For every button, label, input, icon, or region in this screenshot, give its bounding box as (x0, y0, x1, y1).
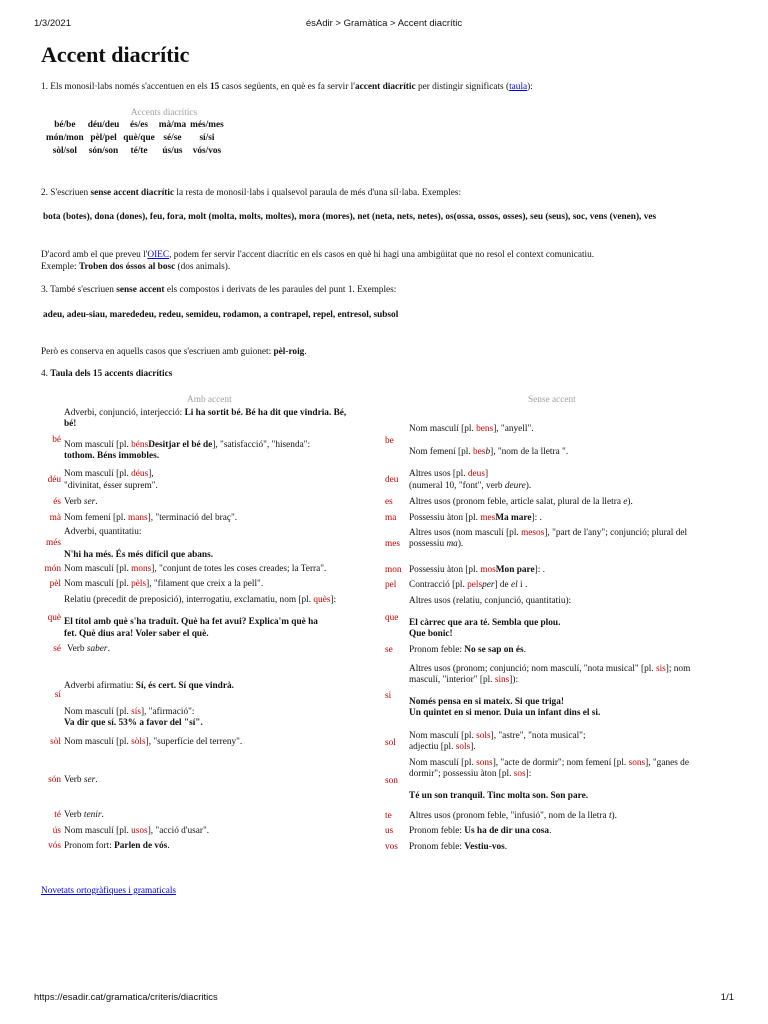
unaccented-text: ], "part de l'any"; conjunció; plural del (544, 528, 688, 538)
p4-number: 4. (41, 369, 51, 379)
accented-definition (64, 595, 389, 605)
p1-count: 15 (209, 82, 220, 92)
unaccented-text: ]): (509, 675, 519, 685)
unaccented-text: deure (504, 481, 526, 491)
unaccented-text: Vestiu-vos (464, 842, 505, 852)
content (41, 38, 741, 93)
accented-text: Li ha sortit bé. Bé ha dit que vindria. Bé, (184, 408, 347, 418)
unaccented-text: Possessiu àton [pl. (409, 565, 481, 575)
unaccented-text: Pronom feble: (409, 645, 465, 655)
accented-definition (64, 550, 389, 560)
unaccented-definition (409, 596, 739, 606)
accented-text: Verb (64, 497, 84, 507)
summary-cell: més/mes (190, 120, 224, 130)
unaccented-text: mesos (521, 528, 545, 538)
accented-text: ], "superfície del terreny". (145, 737, 243, 747)
accented-text: El títol amb què s'ha traduït. Què ha fet avui? Explica'm què ha (64, 617, 318, 627)
unaccented-text: ]. (470, 742, 476, 752)
unaccented-word: us (385, 826, 394, 836)
accented-definition (64, 451, 389, 461)
unaccented-word: es (385, 497, 393, 507)
unaccented-word: te (385, 811, 392, 821)
unaccented-word: be (385, 436, 394, 446)
p1-text-4: ): (527, 82, 533, 92)
accented-text: ], "terminació del braç". (147, 513, 238, 523)
unaccented-definition (409, 565, 739, 575)
paragraph-oiec (41, 249, 741, 273)
unaccented-word: mon (385, 565, 402, 575)
paragraph-3 (41, 284, 741, 321)
accented-word: bé (52, 435, 61, 445)
paragraph-4 (41, 368, 741, 380)
unaccented-word: pel (385, 580, 397, 590)
unaccented-text: . (539, 513, 542, 523)
accented-text: Nom masculí [pl. (64, 440, 132, 450)
unaccented-text: Contracció [pl. (409, 580, 468, 590)
unaccented-text: masculí, "interior" [pl. (409, 675, 495, 685)
accented-word: són (48, 775, 61, 785)
page-title: Accent diacrític (41, 42, 190, 67)
accented-text: Desitjar el bé de (148, 440, 213, 450)
unaccented-definition (409, 708, 739, 718)
hyphen-text: Però es conserva en aquells casos que s'escriuen amb guionet: (41, 347, 274, 357)
accented-text: N'hi ha més. És més difícil que abans. (64, 550, 214, 560)
print-date: 1/3/2021 (34, 18, 71, 29)
p3-text: 3. També s'escriuen (41, 285, 117, 295)
unaccented-text: No se sap on és (464, 645, 524, 655)
unaccented-definition (409, 758, 739, 768)
unaccented-definition (409, 629, 739, 639)
unaccented-text: Nom masculí [pl. (409, 758, 477, 768)
accented-text: Adverbi, quantitatiu: (64, 527, 142, 537)
accented-word: sé (53, 644, 61, 654)
accented-text: tenir (83, 810, 102, 820)
accented-text: . (95, 497, 98, 507)
accented-text: Adverbi, conjunció, interjecció: (64, 408, 185, 418)
hyphen-example: pèl-roig (273, 347, 305, 357)
diacritic-summary-table (44, 107, 244, 158)
unaccented-text: Pronom feble: (409, 826, 465, 836)
accented-definition (64, 564, 389, 574)
accented-text: mons (131, 564, 152, 574)
unaccented-text: sols (476, 731, 491, 741)
unaccented-text: ). (457, 539, 464, 549)
accented-word: vós (48, 841, 61, 851)
unaccented-text: adjectiu [pl. (409, 742, 456, 752)
example-label: Exemple: (41, 262, 79, 272)
accented-text: . (101, 810, 104, 820)
unaccented-text: ]: (531, 513, 540, 523)
unaccented-text: Nom masculí [pl. (409, 731, 477, 741)
accented-word: mà (49, 513, 61, 523)
accented-text: Pronom fort: (64, 841, 115, 851)
unaccented-text: El càrrec que ara té. Sembla que plou. (409, 618, 561, 628)
summary-cell: és/es (129, 120, 149, 130)
accented-definition (64, 718, 389, 728)
accented-text: Verb (64, 810, 84, 820)
unaccented-text: t (608, 811, 612, 821)
accented-text: Nom masculí [pl. (64, 579, 132, 589)
accented-definition (64, 841, 389, 851)
unaccented-text: ma (446, 539, 458, 549)
summary-cell: sé/se (163, 133, 182, 143)
unaccented-text: Nom masculí [pl. (409, 424, 477, 434)
summary-row (44, 132, 226, 145)
p2-text: 2. S'escriuen (41, 188, 91, 198)
accented-text: ], "afirmació": (140, 707, 195, 717)
unaccented-word: ma (385, 513, 397, 523)
unaccented-text: per (482, 580, 495, 590)
accented-text: fet. Què dius ara! Voler saber el què. (64, 629, 209, 639)
accented-text: Sí, és cert. Sí que vindrà. (135, 681, 234, 691)
unaccented-text: (numeral 10, "font", verb (409, 481, 505, 491)
p1-text: 1. Els monosil·labs només s'accentuen en els (41, 82, 210, 92)
unaccented-text: Que bonic! (409, 629, 453, 639)
paragraph-hyphen (41, 346, 741, 358)
unaccented-text: possessiu (409, 539, 447, 549)
unaccented-word: deu (385, 475, 399, 485)
unaccented-definition (409, 497, 739, 507)
unaccented-definition (409, 697, 739, 707)
unaccented-text: Altres usos (nom masculí [pl. (409, 528, 522, 538)
accented-text: . (167, 841, 170, 851)
unaccented-text: Ma mare (495, 513, 532, 523)
accented-definition (64, 707, 389, 717)
accented-text: déus (131, 469, 149, 479)
bottom-link-wrap (41, 886, 176, 896)
accented-text: . (107, 644, 110, 654)
accented-word: més (46, 538, 61, 548)
accented-text: Nom masculí [pl. (64, 469, 132, 479)
p2-examples: bota (botes), dona (dones), feu, fora, molt (molta, molts, moltes), mora (mores), net (neta, nets, netes), os(ossa, ossos, osses), seu (seus), soc, vens (venen), ves (43, 212, 657, 222)
unaccented-text: Altres usos (pronom; conjunció; nom masculí, "nota musical" [pl. (409, 664, 656, 674)
accented-text: . (95, 775, 98, 785)
unaccented-text: ]: (525, 769, 532, 779)
accented-text: sís (131, 707, 141, 717)
accented-text: ser (83, 497, 96, 507)
unaccented-word: si (385, 691, 392, 701)
unaccented-definition (409, 580, 739, 590)
accented-text: saber (86, 644, 108, 654)
unaccented-text: Altres usos (pronom feble, "infusió", nom de la lletra (409, 811, 609, 821)
paragraph-2 (41, 187, 741, 223)
accented-text: usos (131, 826, 148, 836)
unaccented-word: mes (385, 539, 400, 549)
accented-definition (64, 527, 389, 537)
unaccented-definition (409, 769, 739, 779)
accented-definition (67, 644, 392, 654)
unaccented-text: ). (627, 497, 633, 507)
unaccented-text: Altres usos (pronom feble, article salat, plural de la lletra (409, 497, 624, 507)
unaccented-text: Només pensa en si mateix. Si que triga! (409, 697, 564, 707)
accented-text: pèls (131, 579, 147, 589)
unaccented-text: Us ha de dir una cosa (464, 826, 550, 836)
accented-text: mans (128, 513, 148, 523)
unaccented-text: . (549, 826, 552, 836)
unaccented-text: Mon pare (495, 565, 535, 575)
p1-text-3: per distingir significats ( (415, 82, 510, 92)
accented-text: ]: (330, 595, 337, 605)
taula-link[interactable]: taula (509, 82, 528, 92)
unaccented-text: Un quintet en si menor. Duia un infant dins el si. (409, 708, 601, 718)
accented-word: sí (54, 690, 61, 700)
unaccented-text: ] (484, 469, 489, 479)
summary-cell: són/son (88, 146, 119, 156)
oiec-text: D'acord amb el que preveu l' (41, 250, 148, 260)
summary-cell: sí/si (199, 133, 215, 143)
unaccented-text: mes (480, 513, 496, 523)
unaccented-text: Altres usos [pl. (409, 469, 468, 479)
unaccented-text: ], "anyell". (493, 424, 534, 434)
unaccented-text: . (523, 645, 526, 655)
header-with-accent: Amb accent (187, 395, 232, 405)
unaccented-text: sos (513, 769, 526, 779)
unaccented-text: i (517, 580, 525, 590)
example-text: Troben dos óssos al bosc (78, 262, 176, 272)
unaccented-text: el (511, 580, 518, 590)
unaccented-text: pels (467, 580, 483, 590)
summary-cell: sòl/sol (52, 146, 77, 156)
accented-text: ser (83, 775, 96, 785)
accented-text: Nom masculí [pl. (64, 707, 132, 717)
unaccented-text: Altres usos (relatiu, conjunció, quantitatiu): (409, 596, 572, 606)
accented-definition (64, 810, 389, 820)
unaccented-text: b (485, 447, 491, 457)
unaccented-word: se (385, 645, 393, 655)
summary-row (44, 145, 226, 158)
unaccented-text: mos (480, 565, 496, 575)
accented-definition (64, 513, 389, 523)
unaccented-definition (409, 539, 739, 549)
accented-word: té (54, 810, 61, 820)
accented-word: és (53, 497, 61, 507)
p3-bold: sense accent (116, 285, 165, 295)
unaccented-text: sols (455, 742, 471, 752)
unaccented-text: ], "astre", "nota musical"; (490, 731, 586, 741)
unaccented-text: Té un son tranquil. Tinc molta son. Son pare. (409, 791, 589, 801)
summary-cell: déu/deu (87, 120, 120, 130)
accented-definition (64, 737, 389, 747)
accented-definition (64, 826, 389, 836)
accented-word: déu (47, 475, 61, 485)
unaccented-text: bes (473, 447, 486, 457)
unaccented-text: ). (525, 481, 532, 491)
accented-definition (64, 497, 389, 507)
unaccented-text: ] de (494, 580, 512, 590)
accented-text: Relatiu (precedit de preposició), interrogatiu, exclamatiu, nom [pl. (64, 595, 314, 605)
paragraph-1 (41, 81, 741, 93)
accented-text: ], (148, 469, 154, 479)
accented-text: ], "acció d'usar". (147, 826, 210, 836)
unaccented-text: ]; nom (665, 664, 691, 674)
accented-text: Verb (64, 775, 84, 785)
accented-text: Nom masculí [pl. (64, 564, 132, 574)
accented-text: Nom femení [pl. (64, 513, 129, 523)
oiec-link[interactable]: OIEC (147, 250, 170, 260)
unaccented-text: ]: (534, 565, 543, 575)
p3-text-2: els compostos i derivats de les paraules del punt 1. Exemples: (164, 285, 397, 295)
unaccented-definition (409, 618, 739, 628)
example-tail: (dos animals). (175, 262, 231, 272)
accented-text: Nom masculí [pl. (64, 737, 132, 747)
unaccented-text: ], "acte de dormir"; nom femení [pl. (492, 758, 629, 768)
unaccented-text: ". (562, 447, 569, 457)
accented-text: Nom masculí [pl. (64, 826, 132, 836)
summary-row (44, 119, 226, 132)
p1-text-2: casos següents, en què es fa servir l' (219, 82, 355, 92)
unaccented-text: ], "nom de la lletra (490, 447, 563, 457)
p1-bold: accent diacrític (354, 82, 416, 92)
unaccented-text: ). (611, 811, 617, 821)
unaccented-definition (409, 742, 739, 752)
accented-text: bé! (64, 419, 77, 429)
unaccented-word: sol (385, 738, 396, 748)
unaccented-definition (409, 791, 739, 801)
p3-examples: adeu, adeu-siau, marededeu, redeu, semideu, rodamon, a contrapel, repel, entresol, subsol (43, 310, 399, 320)
accented-text: Adverbi afirmatiu: (64, 681, 136, 691)
accented-word: pèl (49, 579, 61, 589)
unaccented-definition (409, 731, 739, 741)
accented-text: sòls (131, 737, 146, 747)
summary-cell: pèl/pel (90, 133, 117, 143)
unaccented-text: Pronom feble: (409, 842, 465, 852)
accented-text: "divinitat, ésser suprem". (64, 481, 158, 491)
unaccented-text: deus (467, 469, 485, 479)
accented-word: món (44, 564, 61, 574)
unaccented-text: sis (655, 664, 666, 674)
accented-word: ús (52, 826, 61, 836)
summary-cell: ús/us (162, 146, 183, 156)
unaccented-text: . (504, 842, 508, 852)
accented-text: quès (313, 595, 331, 605)
unaccented-definition (409, 481, 739, 491)
unaccented-definition (409, 513, 739, 523)
summary-cell: què/que (123, 133, 155, 143)
accented-text: ], "filament que creix a la pell". (146, 579, 264, 589)
header-without-accent: Sense accent (528, 395, 576, 405)
accented-definition (64, 440, 389, 450)
accented-definition (64, 775, 389, 785)
hyphen-tail: . (304, 347, 307, 357)
unaccented-text: bens (476, 424, 494, 434)
accented-definition (64, 481, 389, 491)
unaccented-text: . (524, 580, 528, 590)
unaccented-text: e (623, 497, 628, 507)
summary-cell: té/te (130, 146, 148, 156)
unaccented-text: sins (494, 675, 510, 685)
accented-definition (64, 617, 389, 627)
unaccented-definition (409, 469, 739, 479)
unaccented-text: Possessiu àton [pl. (409, 513, 481, 523)
p2-text-2: la resta de monosil·labs i qualsevol paraula de més d'una síl·laba. Exemples: (174, 188, 462, 198)
unaccented-word: vos (385, 842, 398, 852)
accented-text: tothom. Béns immobles. (64, 451, 160, 461)
accented-definition (64, 408, 389, 418)
summary-cell: món/mon (46, 133, 84, 143)
accented-text: Va dir que sí. 53% a favor del "sí". (64, 718, 203, 728)
unaccented-text: Nom femení [pl. (409, 447, 474, 457)
unaccented-definition (409, 811, 739, 821)
accented-word: què (47, 613, 61, 623)
accented-definition (64, 681, 389, 691)
summary-cell: bé/be (54, 120, 76, 130)
oiec-text-2: , podem fer servir l'accent diacrític en els casos en què hi hagi una ambigüitat que no resol el context comunicatiu. (169, 250, 595, 260)
summary-cell: vós/vos (192, 146, 222, 156)
print-title: ésAdir > Gramàtica > Accent diacrític (305, 18, 463, 29)
accented-text: Parlen de vós (114, 841, 168, 851)
unaccented-definition (409, 664, 739, 674)
unaccented-text: . (542, 565, 545, 575)
accented-text: béns (131, 440, 149, 450)
unaccented-definition (409, 826, 739, 836)
accented-definition (64, 419, 389, 429)
novetats-link[interactable]: Novetats ortogràfiques i gramaticals (41, 886, 177, 896)
accented-text: ], "satisfacció", "hisenda": (212, 440, 311, 450)
unaccented-definition (409, 424, 739, 434)
unaccented-text: ], "ganes de (645, 758, 689, 768)
accented-definition (64, 629, 389, 639)
unaccented-text: sons (628, 758, 646, 768)
unaccented-text: sons (476, 758, 493, 768)
summary-cell: mà/ma (158, 120, 187, 130)
accented-word: sòl (50, 737, 61, 747)
p2-bold: sense accent diacrític (90, 188, 175, 198)
print-page-number: 1/1 (720, 992, 734, 1003)
accented-text: Verb (67, 644, 87, 654)
print-url: https://esadir.cat/gramatica/criteris/diacritics (34, 992, 218, 1003)
unaccented-definition (409, 842, 739, 852)
p4-heading: Taula dels 15 accents diacrítics (50, 369, 173, 379)
unaccented-definition (409, 447, 739, 457)
unaccented-word: que (385, 613, 399, 623)
summary-caption: Accents diacrítics (130, 108, 198, 118)
unaccented-text: dormir"; possessiu àton [pl. (409, 769, 514, 779)
accented-definition (64, 469, 389, 479)
accented-definition (64, 579, 389, 589)
unaccented-word: son (385, 776, 398, 786)
accented-text: ], "conjunt de totes les coses creades; la Terra". (151, 564, 327, 574)
unaccented-definition (409, 645, 739, 655)
unaccented-definition (409, 675, 739, 685)
unaccented-definition (409, 528, 739, 538)
